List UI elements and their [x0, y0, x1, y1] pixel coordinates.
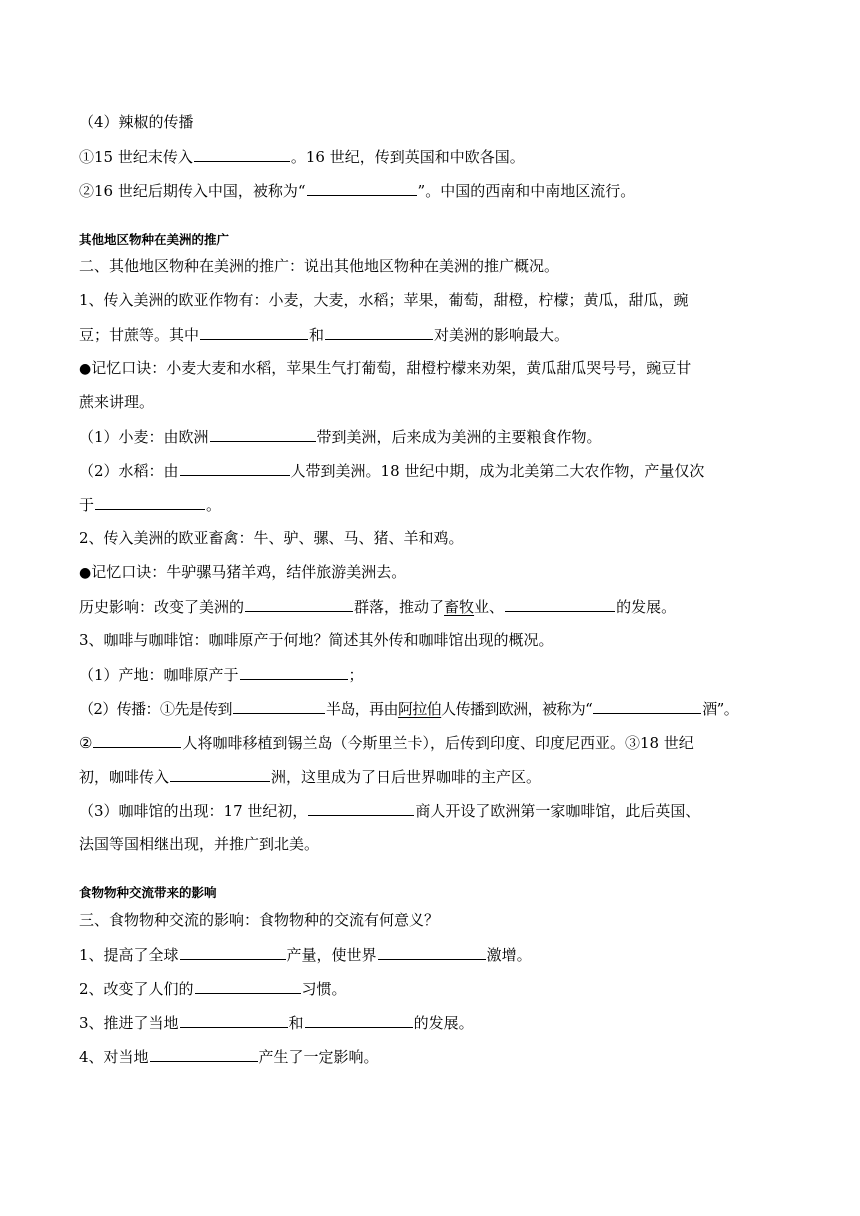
fill-blank[interactable]	[170, 766, 270, 782]
text: 带到美洲，后来成为美洲的主要粮食作物。	[316, 428, 602, 446]
text: 习惯。	[301, 980, 347, 998]
livestock-line: 2、传入美洲的欧亚畜禽：牛、驴、骡、马、猪、羊和鸡。	[79, 529, 464, 547]
text: 初，咖啡传入	[79, 768, 170, 786]
section-title-americas: 其他地区物种在美洲的推广	[79, 232, 230, 247]
fill-blank[interactable]	[325, 324, 433, 340]
fill-blank[interactable]	[210, 426, 316, 442]
text: （3）咖啡馆的出现：17 世纪初，	[79, 802, 308, 820]
crops-line-1: 1、传入美洲的欧亚作物有：小麦，大麦，水稻；苹果，葡萄，甜橙，柠檬；黄瓜，甜瓜，豌	[79, 291, 689, 309]
fill-blank[interactable]	[180, 460, 290, 476]
text: ②	[79, 734, 93, 752]
text: （1）产地：咖啡原产于	[79, 666, 239, 684]
fill-blank[interactable]	[93, 732, 181, 748]
coffee-spread-1	[79, 698, 738, 719]
bullet-icon: ●	[79, 565, 92, 581]
text: （2）传播：①先是传到	[79, 700, 232, 718]
text: 于	[79, 496, 95, 514]
text: 和	[288, 1014, 304, 1032]
text: 豆；甘蔗等。其中	[79, 326, 200, 344]
mnemonic-crops-line-1	[79, 358, 691, 379]
text: 激增。	[486, 946, 532, 964]
text: 业、	[474, 598, 505, 616]
impact-item-3	[79, 1012, 474, 1033]
text: 和	[309, 326, 325, 344]
fill-blank[interactable]	[505, 596, 615, 612]
text: 的发展。	[413, 1014, 474, 1032]
question-3: 三、食物物种交流的影响：食物物种的交流有何意义？	[79, 911, 440, 929]
pepper-heading-text: （4）辣椒的传播	[79, 113, 194, 131]
fill-blank[interactable]	[194, 146, 290, 162]
coffee-question: 3、咖啡与咖啡馆：咖啡原产于何地？简述其外传和咖啡馆出现的概况。	[79, 631, 554, 649]
text: 1、提高了全球	[79, 946, 179, 964]
crops-line-2	[79, 324, 569, 345]
text: 产量，使世界	[286, 946, 377, 964]
text: 人将咖啡移植到锡兰岛（今斯里兰卡），后传到印度、印度尼西亚。③18 世纪	[182, 734, 694, 752]
fill-blank[interactable]	[378, 944, 486, 960]
text: 历史影响：改变了美洲的	[79, 598, 245, 616]
fill-blank[interactable]	[200, 324, 308, 340]
text: 群落，推动了	[354, 598, 445, 616]
underlined-term: 畜牧	[444, 598, 475, 616]
fill-blank[interactable]	[593, 698, 701, 714]
pepper-heading	[79, 112, 194, 132]
fill-blank[interactable]	[180, 944, 286, 960]
pepper-line-2	[79, 180, 635, 201]
rice-line-1	[79, 460, 704, 481]
impact-item-1	[79, 944, 532, 965]
fill-blank[interactable]	[308, 800, 414, 816]
text: 洲，这里成为了日后世界咖啡的主产区。	[271, 768, 542, 786]
pepper-line-1	[79, 146, 525, 167]
fill-blank[interactable]	[245, 596, 353, 612]
fill-blank[interactable]	[307, 180, 417, 196]
text: 人带到美洲。18 世纪中期，成为北美第二大农作物，产量仅次	[290, 462, 705, 480]
coffee-spread-3	[79, 766, 541, 787]
text: ”。中国的西南和中南地区流行。	[417, 182, 636, 200]
text: 人传播到欧洲，被称为“	[441, 700, 593, 718]
fill-blank[interactable]	[305, 1012, 413, 1028]
text: ①15 世纪末传入	[79, 148, 193, 166]
text: ；	[348, 666, 364, 684]
fill-blank[interactable]	[95, 494, 205, 510]
text: 酒”。	[702, 700, 739, 718]
impact-item-4	[79, 1046, 379, 1067]
mnemonic-crops-line-2: 蔗来讲理。	[79, 393, 155, 411]
fill-blank[interactable]	[240, 664, 348, 680]
text: 记忆口诀：小麦大麦和水稻，苹果生气打葡萄，甜橙柠檬来劝架，黄瓜甜瓜哭号号，豌豆甘	[91, 359, 692, 377]
rice-line-2	[79, 494, 221, 515]
text: 商人开设了欧洲第一家咖啡馆，此后英国、	[415, 802, 701, 820]
text: 4、对当地	[79, 1048, 149, 1066]
text: 对美洲的影响最大。	[434, 326, 570, 344]
fill-blank[interactable]	[195, 978, 301, 994]
text: 2、改变了人们的	[79, 980, 194, 998]
impact-line	[79, 596, 676, 617]
wheat-line	[79, 426, 602, 447]
text: 记忆口诀：牛驴骡马猪羊鸡，结伴旅游美洲去。	[91, 563, 407, 581]
fill-blank[interactable]	[150, 1046, 258, 1062]
section-title-impact: 食物物种交流带来的影响	[79, 885, 217, 900]
coffeehouse-line-1	[79, 800, 700, 821]
coffeehouse-line-2: 法国等国相继出现，并推广到北美。	[79, 835, 320, 853]
text: 。	[206, 496, 222, 514]
text: ②16 世纪后期传入中国，被称为“	[79, 182, 306, 200]
text: 的发展。	[616, 598, 677, 616]
text: 半岛，再由	[325, 700, 398, 718]
impact-item-2	[79, 978, 347, 999]
underlined-term: 阿拉伯	[397, 700, 442, 718]
text: （2）水稻：由	[79, 462, 179, 480]
text: 。16 世纪，传到英国和中欧各国。	[290, 148, 525, 166]
text: （1）小麦：由欧洲	[79, 428, 209, 446]
coffee-origin	[79, 664, 364, 685]
fill-blank[interactable]	[233, 698, 325, 714]
text: 3、推进了当地	[79, 1014, 179, 1032]
text: 产生了一定影响。	[258, 1048, 379, 1066]
coffee-spread-2	[79, 732, 694, 753]
bullet-icon: ●	[79, 361, 92, 377]
fill-blank[interactable]	[180, 1012, 288, 1028]
question-2: 二、其他地区物种在美洲的推广：说出其他地区物种在美洲的推广概况。	[79, 257, 560, 275]
mnemonic-livestock	[79, 562, 406, 583]
